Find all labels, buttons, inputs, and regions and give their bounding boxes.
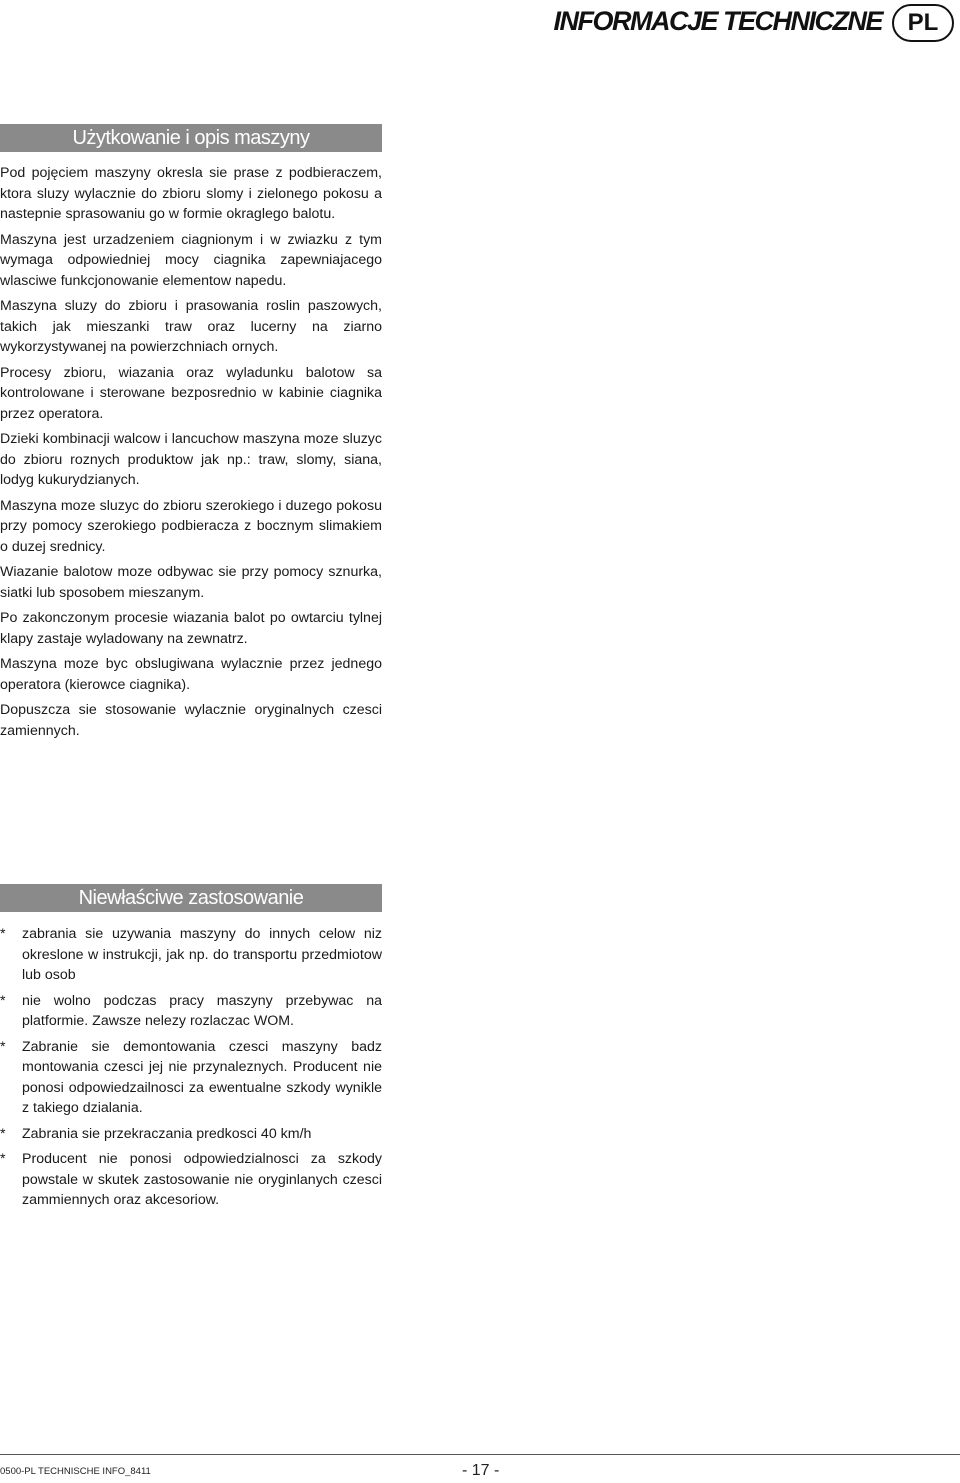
paragraph: Pod pojęciem maszyny okresla sie prase z podbieraczem, ktora sluzy wylacznie do zbioru slomy i zielonego pokosu a nastepnie sprasowaniu go w formie okraglego balotu. [0,165,382,222]
paragraph: Maszyna jest urzadzeniem ciagnionym i w zwiazku z tym wymaga odpowiedniej mocy ciagnika zapewniajacego wlasciwe funkcjonowanie elementow napedu. [0,231,382,289]
list-item-text: Zabrania sie przekraczania predkosci 40 km/h [22,1125,312,1142]
list-item-text: Producent nie ponosi odpowiedzialnosci za szkody powstale w skutek zastosowanie nie oryginlanych czesci zammiennych oraz akcesoriow. [22,1151,382,1208]
list-item-text: Zabranie sie demontowania czesci maszyny badz montowania czesci jej nie przynaleznych. Producent nie ponosi odpowiedzailnosci za ewentualne szkody wynikle z takiego dzialania. [22,1038,382,1116]
paragraph: Maszyna moze byc obslugiwana wylacznie przez jednego operatora (kierowce ciagnika). [0,656,382,693]
list-item [0,924,382,986]
list-item [0,991,382,1032]
list-item-text: zabrania sie uzywania maszyny do innych celow niz okreslone w instrukcji, jak np. do transportu przedmiotow lub osob [22,926,382,983]
paragraph: Maszyna moze sluzyc do zbioru szerokiego i duzego pokosu przy pomocy szerokiego podbieracza z bocznym slimakiem o duzej srednicy. [0,497,382,555]
paragraph: Dopuszcza sie stosowanie wylacznie oryginalnych czesci zamiennych. [0,702,382,739]
list-item [0,1149,382,1211]
use-description-column [0,163,382,746]
section-heading-use: Użytkowanie i opis maszyny [0,124,382,152]
paragraph: Wiazanie balotow moze odbywac sie przy pomocy sznurka, siatki lub sposobem mieszanym. [0,564,382,601]
paragraph: Maszyna sluzy do zbioru i prasowania roslin paszowych, takich jak mieszanki traw oraz lucerny na ziarno wykorzystywanej na powierzchniach ornych. [0,298,382,355]
header-title: INFORMACJE TECHNICZNE [553,6,882,36]
page-number: - 17 - [462,1462,500,1479]
language-badge: PL [892,4,954,42]
paragraph: Dzieki kombinacji walcow i lancuchow maszyna moze sluzyc do zbioru roznych produktow jak np.: traw, slomy, siana, lodyg kukurydzianych. [0,431,382,488]
bullet-asterisk: * [0,1151,6,1167]
bullet-asterisk: * [0,926,6,942]
list-item-text: nie wolno podczas pracy maszyny przebywac na platformie. Zawsze nelezy rozlaczac WOM. [22,992,382,1029]
list-item [0,1124,382,1145]
document-code: 0500-PL TECHNISCHE INFO_8411 [0,1466,151,1477]
bullet-asterisk: * [0,1038,6,1055]
section-heading-misuse: Niewłaściwe zastosowanie [0,884,382,912]
page-header [0,0,960,60]
bullet-asterisk: * [0,992,6,1009]
list-item [0,1037,382,1119]
bullet-asterisk: * [0,1125,6,1142]
misuse-list [0,924,382,1216]
footer-divider [0,1454,960,1455]
paragraph: Po zakonczonym procesie wiazania balot po owtarciu tylnej klapy zastaje wyladowany na zewnatrz. [0,610,382,647]
paragraph: Procesy zbioru, wiazania oraz wyladunku balotow sa kontrolowane i sterowane bezposrednio w kabinie ciagnika przez operatora. [0,364,382,422]
